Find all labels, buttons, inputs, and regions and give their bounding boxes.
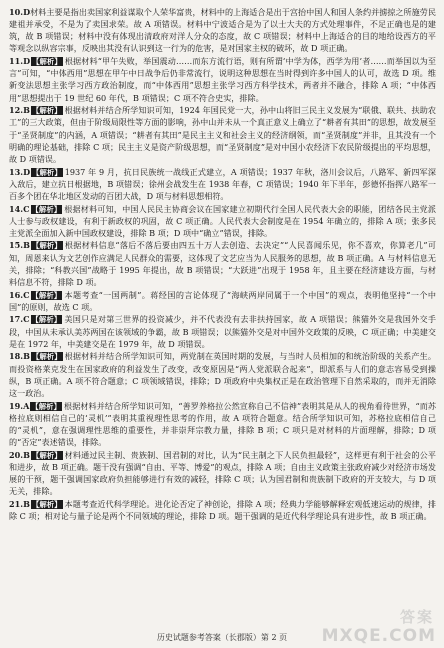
answer-text: 根据材料并结合所学知识可知，1924 年国民党一大，孙中山将旧三民主义发展为“联俄、联共、扶助农工”的三大政策，但由于阶级局限性等方面的影响，孙中山并未从一个真正意义上确立了“耕者有其田”的思想，故发展至于“圣贤制度”的内涵，A 项错误；“耕者有其田”是民主主义和社会主义的经济纲领，而“圣贤制度”并非，且其没有一个明确的理论基础，排除 C 项；民主主义是资产阶级思想，而“圣贤制度”是对中国小农经济下农民阶级提出的平均思想，故 D 项错误。 [9,105,436,164]
answer-list [9,6,436,522]
analysis-tag: 【解析】 [32,167,62,177]
answer-text: 本题考查近代科学理论。进化论否定了神创论，排除 A 项；经典力学能够解释宏观低速运动的规律，排除 C 项；相对论与量子论是两个不同领域的理论，排除 D 项。题干强调的是近代科学理论具有进步性，故 B 项正确。 [9,498,436,521]
analysis-tag: 【解析】 [31,352,62,362]
site-watermark [321,604,438,646]
answer-item [9,203,436,239]
question-number: 18.B [9,351,30,362]
answer-item [9,350,436,399]
analysis-tag: 【解析】 [31,106,62,116]
answer-text: 根据材料并结合所学知识可知，“善罗养格拉公然宣称自己不信神”表明其是从人的视角看待世界，“而苏格拉底则相信自己的‘灵机’”表明其重视理性思考的作用，故 A 项符合题意。结合所学知识可知，苏格拉底相信自己的“灵机”，意在强调理性思维的重要性，并非崇拜宗教力量，排除 B 项；C 项只是对材料的片面理解，排除；D 项的“否定”表述错误，排除。 [9,400,436,447]
answer-item [9,289,436,313]
watermark-logo-text: 答案 [399,608,434,626]
answer-item [9,449,436,498]
question-number: 16.C [9,289,30,300]
answer-item [9,55,436,104]
answer-text: 1937 年 9 月，抗日民族统一战线正式建立，A 项错误；1937 年秋，洛川会议后，八路军、新四军深入敌后，建立抗日根据地，B 项错误；徐州会战发生在 1938 年春，C 项错误；1940 年下半年，彭德怀指挥八路军一百多个团在华北地区发动的百团大战，D 项与材料思想相符。 [9,166,436,201]
analysis-tag: 【解析】 [31,315,62,325]
question-number: 21.B [9,498,30,509]
analysis-tag: 【解析】 [31,290,62,300]
answer-text: 根据材料信息“落后不落后要由四五十万人去创造、去决定”“人民喜闻乐见，你不喜欢，你算老几”可知，周恩来认为文艺创作应满足人民群众的需要，这体现了文艺应当为人民服务的思想，故 B 项正确。A 与材料信息无关，排除；“科教兴国”战略于 1995 年提出，故 B 项错误；“大跃进”出现于 1958 年，且主要在经济建设方面，与材料信息不符，排除 D 项。 [9,240,436,287]
answer-item [9,400,436,449]
answer-text: 根据材料可知，中国人民民主协商会议在国家建立初期代行全国人民代表大会的职能，团结各民主党派人士参与政权建设，有利于新政权的巩固，故 C 项正确。人民代表大会制度是在 1954 年确立的，排除 A 项；张多民主党派全面加入新中国政权建设，排除 B 项；D 项中“确立”错误，排除。 [9,203,436,238]
answer-text: 材料通过民主制、贵族制、国君制的对比，认为“民主制之下人民负担最轻”，这样更有利于社会的公平和进步，故 B 项正确。题干没有强调“自由、平等、博爱”的观点，排除 A 项；自由主义政策主张政府减少对经济市场发展的干预，题干强调国家政府负担能够进行有效的减轻，排除 C 项；认为国君制和贵族制下政府的开支较大，与 D 项无关，排除。 [9,449,436,497]
analysis-tag: 【解析】 [31,401,61,411]
answer-text: 根据材料“甲午失败，举国震动……而东方流行语，则有所谓‘中学为体，西学为用’者……而举国以为至言”可知，“中体西用”思想在甲午中日战争后仍非常流行，说明这种思想在当时得到许多中国人的认可，故选 D 项。维新变法思想主张学习西方政治制度，而“中体西用”思想主张学习西方科学技术，两者并不融合，排除 A 项；“中体西用”思想提出于 19 世纪 60 年代，B 项错误；C 项不符合史实，排除。 [9,56,436,103]
question-number: 17.C [9,314,30,325]
analysis-tag: 【解析】 [31,241,62,251]
question-number: 14.C [9,203,30,214]
answer-item [9,239,436,288]
page-footer: 历史试题参考答案（长郡版）第 2 页 [156,633,288,642]
analysis-tag: 【解析】 [31,204,62,214]
answer-text: 本题考查“一国两制”。蒋经国的言论体现了“海峡两岸同属于一个中国”的观点，表明他坚持“一个中国”的原则，故选 C 项。 [9,289,436,312]
question-number: 13.D [9,166,31,177]
question-number: 10.D [9,7,31,17]
answer-item [9,6,436,55]
question-number: 19.A [9,400,30,411]
answer-item [9,498,436,522]
analysis-tag: 【解析】 [32,57,62,67]
answer-text: 美国只是对第三世界的投资减少，并不代表没有去非扶持国家，故 A 项错误；熊猫外交是我国外交手段，中国从未承认美苏两国在该领域的争霸，故 B 项错误；以熊猫外交是对中国外交政策的反映，C 项正确；中美建交是在 1972 年，中美建交是在 1979 年，故 D 项错误。 [9,314,436,349]
question-number: 11.D [9,56,31,67]
answer-item [9,104,436,165]
question-number: 12.B [9,105,30,116]
analysis-tag: 【解析】 [31,450,62,460]
watermark-url: MXQE.COM [321,626,436,646]
answer-text: 根据材料并结合所学知识可知，两党制在英国时期的发展，与当时人员相加的和统治阶级的关系产生。而投资格莱克发生在国家政府的利益发生了改变，改变原因是“两人党派联合起来”，即派系与人们的意志容易受到操纵，B 项正确。A 项不符合题意；C 项领域错误，排除；D 项政府中央集权正是在政治管理下自然采取的，而并无消除这一政治。 [9,351,436,398]
question-number: 15.B [9,240,30,251]
answer-text: 材料主要是指出卖国家利益谋取个人荣华富贵，材料中的上海适合是出于宫抬中国人和国人条约并掳掠之所施劳民建祖并承受，不是为了卖国求荣。故 A 项错误。材料中宁波适合是为了以士大夫的方式处理事件，不足正确也是的建筑，故 B 项错误；材料中没有体现出清政府对洋人分众的态度，故 C 项错误；材料中上海适合的目的地给设西方的平等观念以纵容宗事，反映出其没有认识到这一行为的危害，是对国家主权的破坏，故 D 项正确。 [9,7,436,54]
analysis-tag: 【解析】 [31,499,62,509]
answer-item [9,313,436,349]
question-number: 20.B [9,449,30,460]
answer-item [9,166,436,202]
